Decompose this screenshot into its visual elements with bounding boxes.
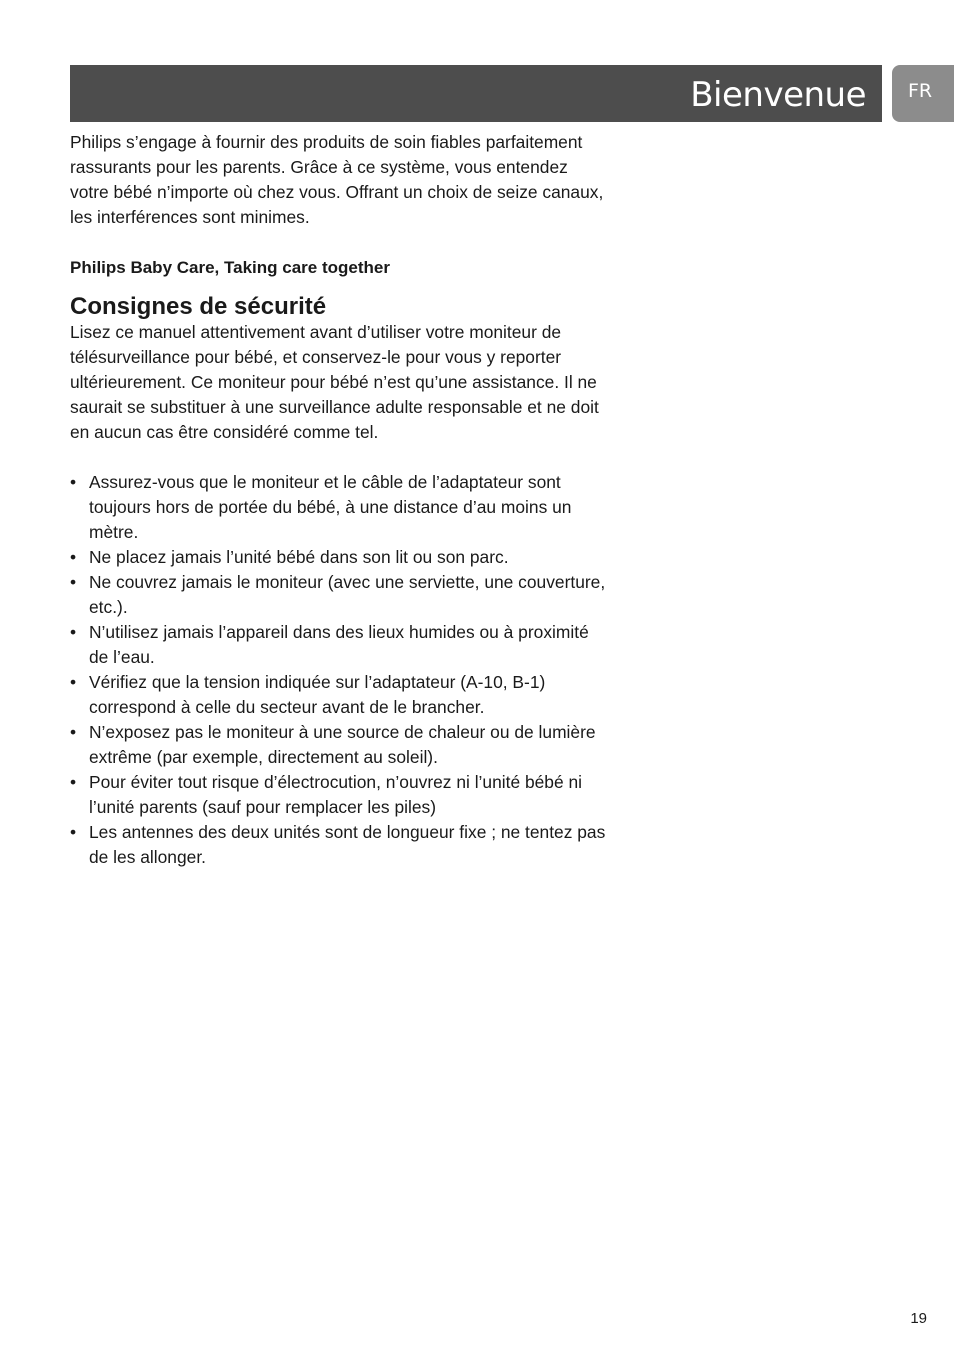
list-item-text: Les antennes des deux unités sont de longueur fixe ; ne tentez pas de les allonger. <box>89 822 606 867</box>
list-item <box>70 545 610 570</box>
list-item-text: Pour éviter tout risque d’électrocution, n’ouvrez ni l’unité bébé ni l’unité parents (sauf pour remplacer les piles) <box>89 772 583 817</box>
list-item <box>70 720 610 770</box>
language-tab <box>892 65 954 122</box>
list-item <box>70 570 610 620</box>
bullet-icon: • <box>70 547 77 567</box>
intro-paragraph: Philips s’engage à fournir des produits de soin fiables parfaitement rassurants pour les parents. Grâce à ce système, vous entendez votre bébé n’importe où chez vous. Offrant un choix de seize canaux, les interférences sont minimes. <box>70 132 604 227</box>
list-item <box>70 620 610 670</box>
bullet-icon: • <box>70 772 77 792</box>
list-item <box>70 470 610 545</box>
bullet-icon: • <box>70 672 77 692</box>
tagline: Philips Baby Care, Taking care together <box>70 258 390 277</box>
section-heading: Consignes de sécurité <box>70 293 327 320</box>
language-tab-label: FR <box>908 80 933 102</box>
page-title: Bienvenue <box>690 75 866 115</box>
page-number: 19 <box>910 1310 927 1327</box>
bullet-icon: • <box>70 822 77 842</box>
list-item-text: Vérifiez que la tension indiquée sur l’adaptateur (A-10, B-1) correspond à celle du secteur avant de le brancher. <box>89 672 546 717</box>
list-item <box>70 770 610 820</box>
bullet-icon: • <box>70 622 77 642</box>
title-bar <box>70 65 882 122</box>
main-content <box>70 130 610 870</box>
safety-notice: Lisez ce manuel attentivement avant d’utiliser votre moniteur de télésurveillance pour bébé, et conservez-le pour vous y reporter ultérieurement. Ce moniteur pour bébé n’est qu’une assistance. Il ne saurait se substituer à une surveillance adulte responsable et ne doit en aucun cas être considéré comme tel. <box>70 322 599 442</box>
safety-list <box>70 470 610 870</box>
list-item-text: Assurez-vous que le moniteur et le câble de l’adaptateur sont toujours hors de portée du bébé, à une distance d’au moins un mètre. <box>89 472 572 542</box>
list-item-text: N’exposez pas le moniteur à une source de chaleur ou de lumière extrême (par exemple, directement au soleil). <box>89 722 596 767</box>
list-item-text: N’utilisez jamais l’appareil dans des lieux humides ou à proximité de l’eau. <box>89 622 589 667</box>
list-item <box>70 820 610 870</box>
bullet-icon: • <box>70 572 77 592</box>
list-item-text: Ne placez jamais l’unité bébé dans son lit ou son parc. <box>89 547 509 567</box>
bullet-icon: • <box>70 472 77 492</box>
bullet-icon: • <box>70 722 77 742</box>
list-item-text: Ne couvrez jamais le moniteur (avec une serviette, une couverture, etc.). <box>89 572 606 617</box>
list-item <box>70 670 610 720</box>
